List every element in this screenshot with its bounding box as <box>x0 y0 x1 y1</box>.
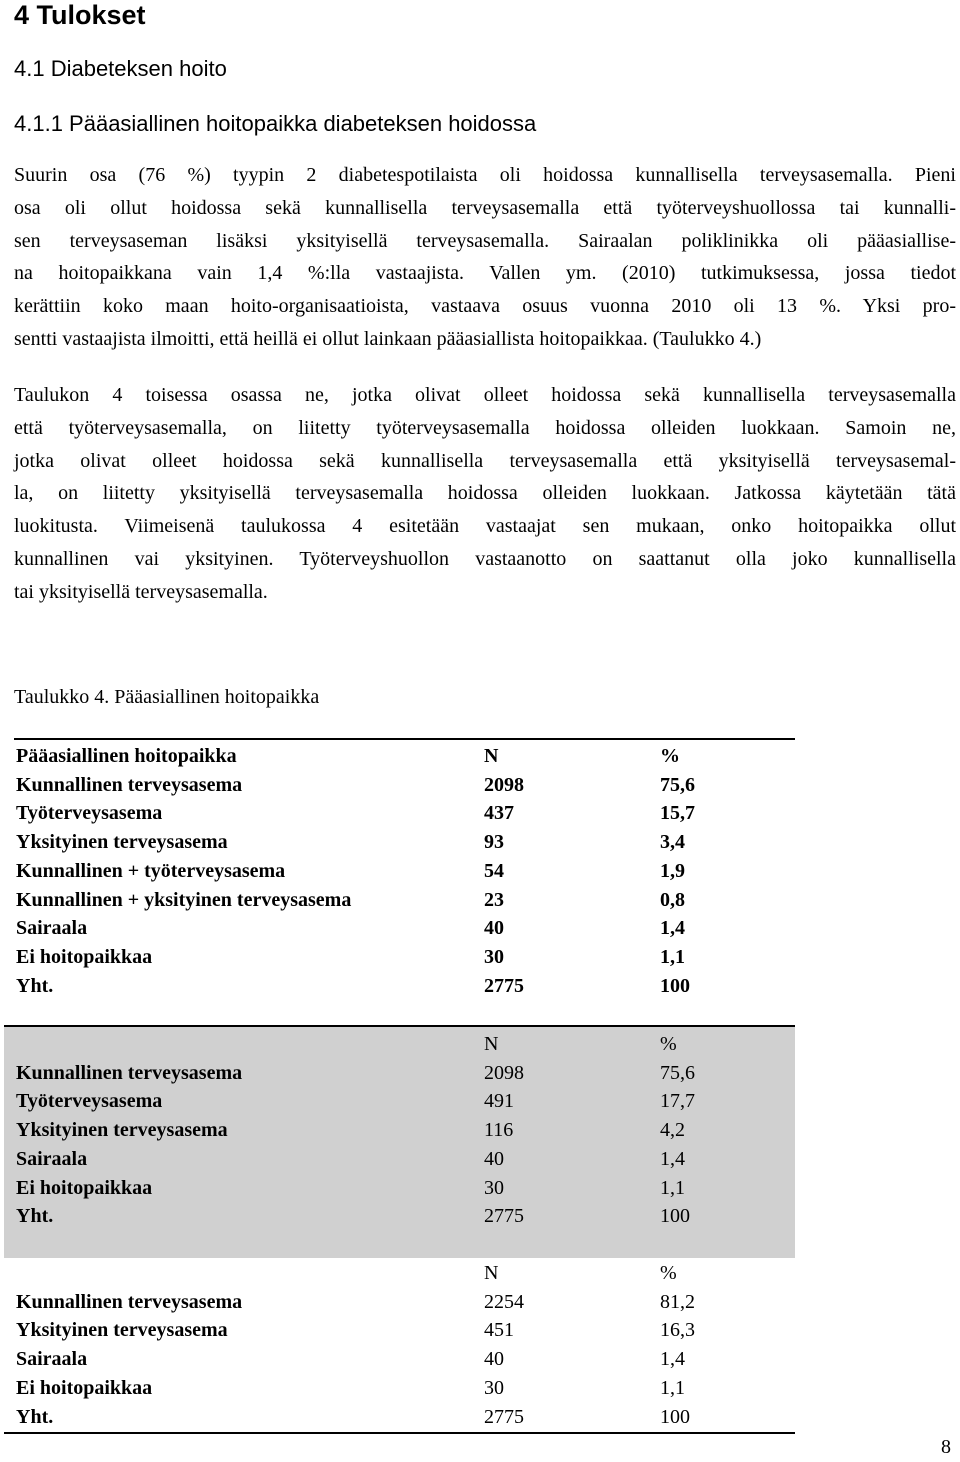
paragraph-line: sentti vastaajista ilmoitti, että heillä ei ollut lainkaan pääasiallista hoitopaikkaa. (Taulukko 4.) <box>14 327 762 350</box>
paragraph-line: Suurin osa (76 %) tyypin 2 diabetespotilaista oli hoidossa kunnallisella terveysasemalla. Pieni <box>14 164 956 186</box>
paragraph-line: la, on liitetty yksityisellä terveysasemalla hoidossa olleiden luokkaan. Jatkossa käytetään tätä <box>14 482 956 505</box>
page-number: 8 <box>941 1436 951 1458</box>
table-cell: 30 <box>484 1176 504 1199</box>
table-cell: 75,6 <box>660 1061 695 1084</box>
table-cell: 15,7 <box>660 802 695 825</box>
table-cell: 4,2 <box>660 1119 685 1142</box>
table-cell: 54 <box>484 859 504 882</box>
table-cell: Yksityinen terveysasema <box>16 831 228 854</box>
table-top-rule <box>14 738 795 740</box>
table-cell: 100 <box>660 974 690 997</box>
table-cell: 40 <box>484 1348 504 1371</box>
table-cell: 437 <box>484 802 514 825</box>
paragraph-2 <box>14 379 956 609</box>
table-cell: 491 <box>484 1090 514 1113</box>
paragraph-line: kerättiin koko maan hoito-organisaatioista, vastaava osuus vuonna 2010 oli 13 %. Yksi pro- <box>14 295 956 318</box>
header-cell: % <box>660 745 680 767</box>
table-cell: Sairaala <box>16 1147 88 1170</box>
paragraph-line: osa oli ollut hoidossa sekä kunnallisella terveysasemalla että työterveyshuollossa tai kunnalli- <box>14 196 956 219</box>
table-cell: 40 <box>484 1147 504 1170</box>
table-cell: 0,8 <box>660 888 685 911</box>
table-cell: 81,2 <box>660 1290 695 1313</box>
subsection-heading: 4.1.1 Pääasiallinen hoitopaikka diabeteksen hoidossa <box>14 111 537 136</box>
table-cell: Yht. <box>16 1205 54 1228</box>
table-cell: Sairaala <box>16 917 88 940</box>
table-cell: Kunnallinen terveysasema <box>16 773 243 796</box>
paragraph-line: luokitusta. Viimeisenä taulukossa 4 esitetään vastaajat sen mukaan, onko hoitopaikka ollut <box>14 515 956 538</box>
table-bottom-rule <box>4 1432 795 1434</box>
table-cell: 1,4 <box>660 1147 685 1170</box>
chapter-heading: 4 Tulokset <box>14 0 146 30</box>
paragraph-line: kunnallinen vai yksityinen. Työterveyshuollon vastaanotto on saattanut olla joko kunnallisella <box>14 547 956 570</box>
table-cell: Ei hoitopaikkaa <box>16 945 153 968</box>
table-cell: Ei hoitopaikkaa <box>16 1176 153 1199</box>
table-cell: 1,4 <box>660 1348 685 1371</box>
table-cell: Yksityinen terveysasema <box>16 1119 228 1142</box>
table-cell: 2098 <box>484 1061 524 1084</box>
table-cell: 2098 <box>484 773 524 796</box>
table-cell: 75,6 <box>660 773 695 796</box>
section-heading: 4.1 Diabeteksen hoito <box>14 56 227 81</box>
table-cell: 100 <box>660 1205 690 1228</box>
table-cell: 30 <box>484 945 504 968</box>
paragraph-line: että työterveysasemalla, on liitetty työterveysasemalla hoidossa olleiden luokkaan. Samoin ne, <box>14 416 956 439</box>
table-cell: 93 <box>484 831 504 854</box>
table-cell: Yht. <box>16 974 54 997</box>
table-cell: Kunnallinen terveysasema <box>16 1061 243 1084</box>
paragraph-line: na hoitopaikkana vain 1,4 %:lla vastaajista. Vallen ym. (2010) tutkimuksessa, jossa tiedot <box>14 262 956 285</box>
table-cell: 2254 <box>484 1290 524 1313</box>
header-cell: N <box>484 745 499 767</box>
table-cell: 2775 <box>484 1405 524 1428</box>
paragraph-line: sen terveysaseman lisäksi yksityisellä terveysasemalla. Sairaalan poliklinikka oli pääasiallise- <box>14 229 956 252</box>
paragraph-line: jotka olivat olleet hoidossa sekä kunnallisella terveysasemalla että yksityisellä terveysasemal- <box>14 449 956 472</box>
table-cell: Kunnallinen terveysasema <box>16 1290 243 1313</box>
paragraph-1 <box>14 159 956 356</box>
table-cell: Kunnallinen + työterveysasema <box>16 859 286 882</box>
table-cell: 1,1 <box>660 1376 685 1399</box>
header-cell: N <box>484 1262 499 1284</box>
table-cell: 17,7 <box>660 1090 695 1113</box>
table-caption: Taulukko 4. Pääasiallinen hoitopaikka <box>14 686 320 708</box>
table-cell: Työterveysasema <box>16 802 163 825</box>
table-cell: 1,1 <box>660 1176 685 1199</box>
table-cell: 451 <box>484 1319 514 1342</box>
table-cell: 116 <box>484 1119 514 1142</box>
table-cell: Kunnallinen + yksityinen terveysasema <box>16 888 352 911</box>
table-cell: Ei hoitopaikkaa <box>16 1376 153 1399</box>
table-cell: 16,3 <box>660 1319 695 1342</box>
header-cell: N <box>484 1033 499 1055</box>
paragraph-line: tai yksityisellä terveysasemalla. <box>14 580 268 603</box>
table-cell: Yht. <box>16 1405 54 1428</box>
table-cell: 2775 <box>484 1205 524 1228</box>
table-cell: Sairaala <box>16 1348 88 1371</box>
table-cell: 100 <box>660 1405 690 1428</box>
table-cell: 1,4 <box>660 917 685 940</box>
table-cell: 3,4 <box>660 831 685 854</box>
table-cell: 2775 <box>484 974 524 997</box>
table-cell: Työterveysasema <box>16 1090 163 1113</box>
header-cell: Pääasiallinen hoitopaikka <box>16 745 237 767</box>
table-cell: 23 <box>484 888 504 911</box>
table-cell: Yksityinen terveysasema <box>16 1319 228 1342</box>
table-cell: 40 <box>484 917 504 940</box>
table-cell: 30 <box>484 1376 504 1399</box>
header-cell: % <box>660 1262 677 1284</box>
table-cell: 1,9 <box>660 859 685 882</box>
paragraph-line: Taulukon 4 toisessa osassa ne, jotka olivat olleet hoidossa sekä kunnallisella terveysasemalla <box>14 384 956 406</box>
table-cell: 1,1 <box>660 945 685 968</box>
header-cell: % <box>660 1033 677 1055</box>
